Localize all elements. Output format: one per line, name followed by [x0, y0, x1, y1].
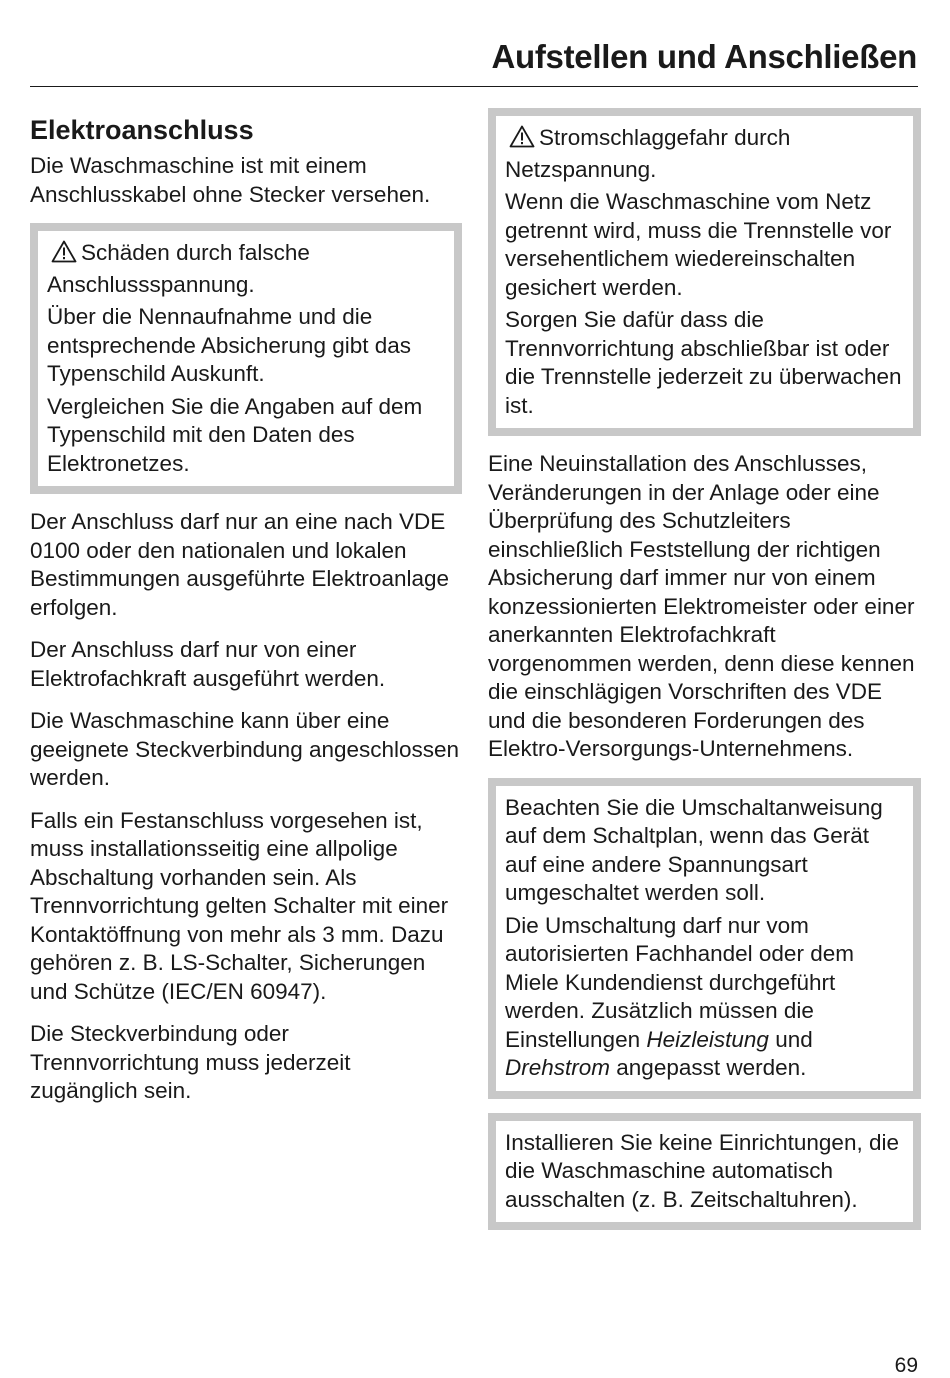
page-number: 69: [894, 1354, 918, 1377]
warning-text-2: Vergleichen Sie die Angaben auf dem Typenschild mit den Daten des Elektronetzes.: [47, 393, 423, 476]
warning-triangle-icon: [51, 240, 77, 271]
warning-text-1: Wenn die Waschmaschine vom Netz getrennt wird, muss die Trennstelle vor versehentlichem wiedereinschalten gesichert werden.: [505, 189, 892, 300]
warning-box-voltage: [30, 223, 462, 494]
paragraph-elektrofachkraft: Der Anschluss darf nur von einer Elektrofachkraft ausgeführt werden.: [30, 637, 386, 691]
info-box-zeitschaltuhren: [488, 1113, 921, 1231]
warning-text-1: Über die Nennaufnahme und die entsprechende Absicherung gibt das Typenschild Auskunft.: [47, 304, 412, 387]
left-column: [30, 108, 462, 1120]
warning-title: Stromschlaggefahr durch Netzspannung.: [505, 125, 791, 182]
info-box-umschaltung: [488, 778, 921, 1099]
page-header-title: Aufstellen und Anschließen: [491, 38, 917, 75]
paragraph-steckverbindung: Die Waschmaschine kann über eine geeignete Steckverbindung angeschlossen werden.: [30, 708, 460, 791]
info-text-1: Beachten Sie die Umschaltanweisung auf dem Schaltplan, wenn das Gerät auf eine andere Spannungsart umgeschaltet werden soll.: [505, 794, 883, 905]
section-heading: Elektroanschluss: [30, 115, 254, 145]
setting-drehstrom: Drehstrom: [505, 1055, 611, 1080]
warning-text-2: Sorgen Sie dafür dass die Trennvorrichtung abschließbar ist oder die Trennstelle jederzeit zu überwachen ist.: [505, 307, 902, 418]
right-column: [488, 108, 921, 1244]
warning-title: Schäden durch falsche Anschlussspannung.: [47, 240, 310, 297]
header-rule: [30, 86, 918, 87]
warning-title-line: [505, 124, 905, 184]
paragraph-neuinstallation: Eine Neuinstallation des Anschlusses, Veränderungen in der Anlage oder eine Überprüfung des Schutzleiters einschließlich Feststellung der richtigen Absicherung darf immer nur von einem konzessionierten Elektromeister oder einer anerkannten Elektrofachkraft vorgenommen werden, denn diese kennen die einschlägigen Vorschriften des VDE und die besonderen Forderungen des Elektro-Versorgungs-Unternehmens.: [488, 451, 915, 761]
setting-heizleistung: Heizleistung: [646, 1026, 769, 1052]
warning-triangle-icon: [509, 125, 535, 156]
info-text-2: Die Umschaltung darf nur vom autorisierten Fachhandel oder dem Miele Kundendienst durchgeführt werden. Zusätzlich müssen die Einstellungen Heizleistung und Drehstrom angepasst werden.: [505, 912, 854, 1080]
info-text: Installieren Sie keine Einrichtungen, die die Waschmaschine automatisch ausschalten (z. B. Zeitschaltuhren).: [505, 1129, 899, 1212]
warning-box-electric-shock: [488, 108, 921, 436]
paragraph-vde: Der Anschluss darf nur an eine nach VDE 0100 oder den nationalen und lokalen Bestimmungen ausgeführte Elektroanlage erfolgen.: [30, 509, 450, 620]
paragraph-zugaenglich: Die Steckverbindung oder Trennvorrichtung muss jederzeit zugänglich sein.: [30, 1021, 351, 1104]
intro-paragraph: Die Waschmaschine ist mit einem Anschlusskabel ohne Stecker versehen.: [30, 153, 431, 207]
warning-title-line: [47, 239, 446, 299]
paragraph-festanschluss: Falls ein Festanschluss vorgesehen ist, muss installationsseitig eine allpolige Abschaltung vorhanden sein. Als Trennvorrichtung gelten Schalter mit einer Kontaktöffnung von mehr als 3 mm. Dazu gehören z. B. LS-Schalter, Sicherungen und Schütze (IEC/EN 60947).: [30, 807, 449, 1004]
